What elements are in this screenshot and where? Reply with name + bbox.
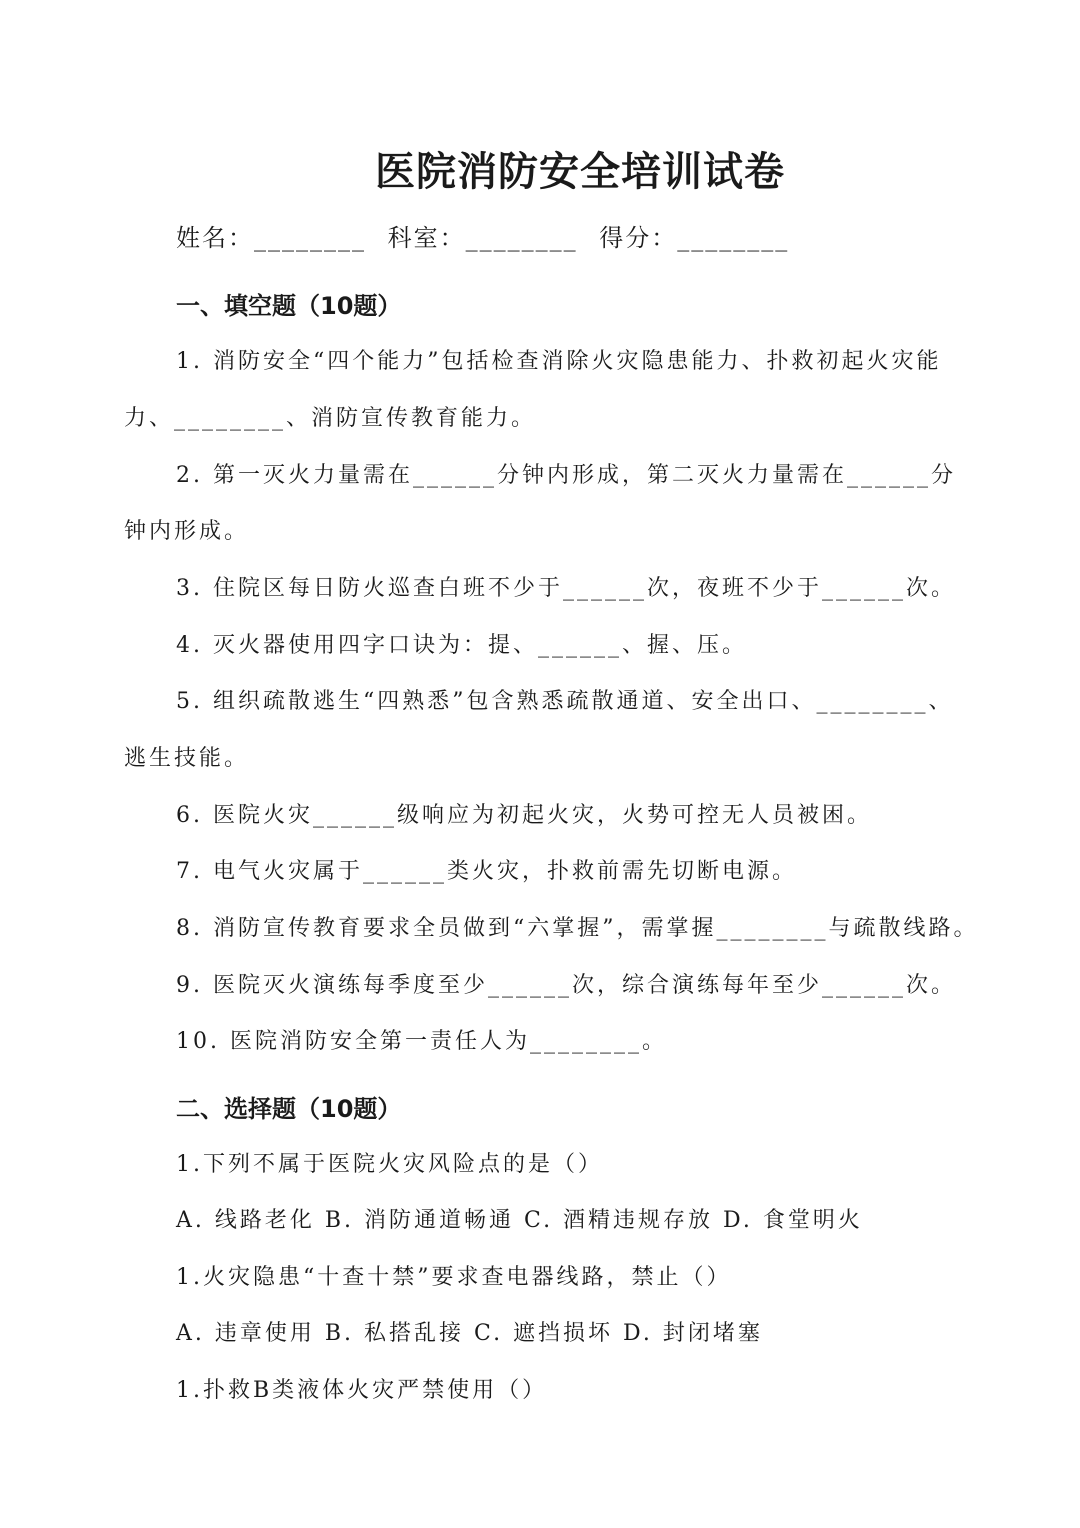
- question-line: 逃生技能。: [124, 746, 250, 771]
- name-field[interactable]: 姓名：________: [176, 224, 366, 252]
- question-line: 10. 医院消防安全第一责任人为________。: [176, 1029, 667, 1054]
- options-line: A. 线路老化 B. 消防通道畅通 C. 酒精违规存放 D. 食堂明火: [176, 1208, 863, 1233]
- question-line: 8. 消防宣传教育要求全员做到“六掌握”，需掌握________与疏散线路。: [176, 916, 979, 941]
- question-line: 1.扑救B类液体火灾严禁使用（）: [176, 1378, 548, 1403]
- page-title: 医院消防安全培训试卷: [375, 149, 785, 195]
- question-line: 1.下列不属于医院火灾风险点的是（）: [176, 1152, 603, 1177]
- question-line: 7. 电气火灾属于______类火灾，扑救前需先切断电源。: [176, 859, 797, 884]
- question-line: 1. 消防安全“四个能力”包括检查消除火灾隐患能力、扑救初起火灾能: [176, 349, 942, 374]
- question-line: 1.火灾隐患“十查十禁”要求查电器线路，禁止（）: [176, 1265, 732, 1290]
- question-line: 9. 医院灭火演练每季度至少______次，综合演练每年至少______次。: [176, 973, 956, 998]
- question-line: 5. 组织疏散逃生“四熟悉”包含熟悉疏散通道、安全出口、________、: [176, 689, 954, 714]
- question-line: 4. 灭火器使用四字口诀为：提、______、握、压。: [176, 633, 747, 658]
- question-line: 力、________、消防宣传教育能力。: [124, 406, 537, 431]
- question-line: 3. 住院区每日防火巡查白班不少于______次，夜班不少于______次。: [176, 576, 956, 601]
- department-field[interactable]: 科室：________: [387, 224, 578, 252]
- student-info-line: [176, 218, 801, 253]
- options-line: A. 违章使用 B. 私搭乱接 C. 遮挡损坏 D. 封闭堵塞: [176, 1321, 763, 1346]
- question-line: 6. 医院火灾______级响应为初起火灾，火势可控无人员被困。: [176, 803, 872, 828]
- question-line: 钟内形成。: [124, 519, 250, 544]
- section-heading-multiple-choice: 二、选择题（10题）: [176, 1095, 402, 1123]
- section-heading-fill-blank: 一、填空题（10题）: [176, 292, 402, 320]
- question-line: 2. 第一灭火力量需在______分钟内形成，第二灭火力量需在______分: [176, 463, 956, 488]
- score-field[interactable]: 得分：________: [599, 224, 790, 252]
